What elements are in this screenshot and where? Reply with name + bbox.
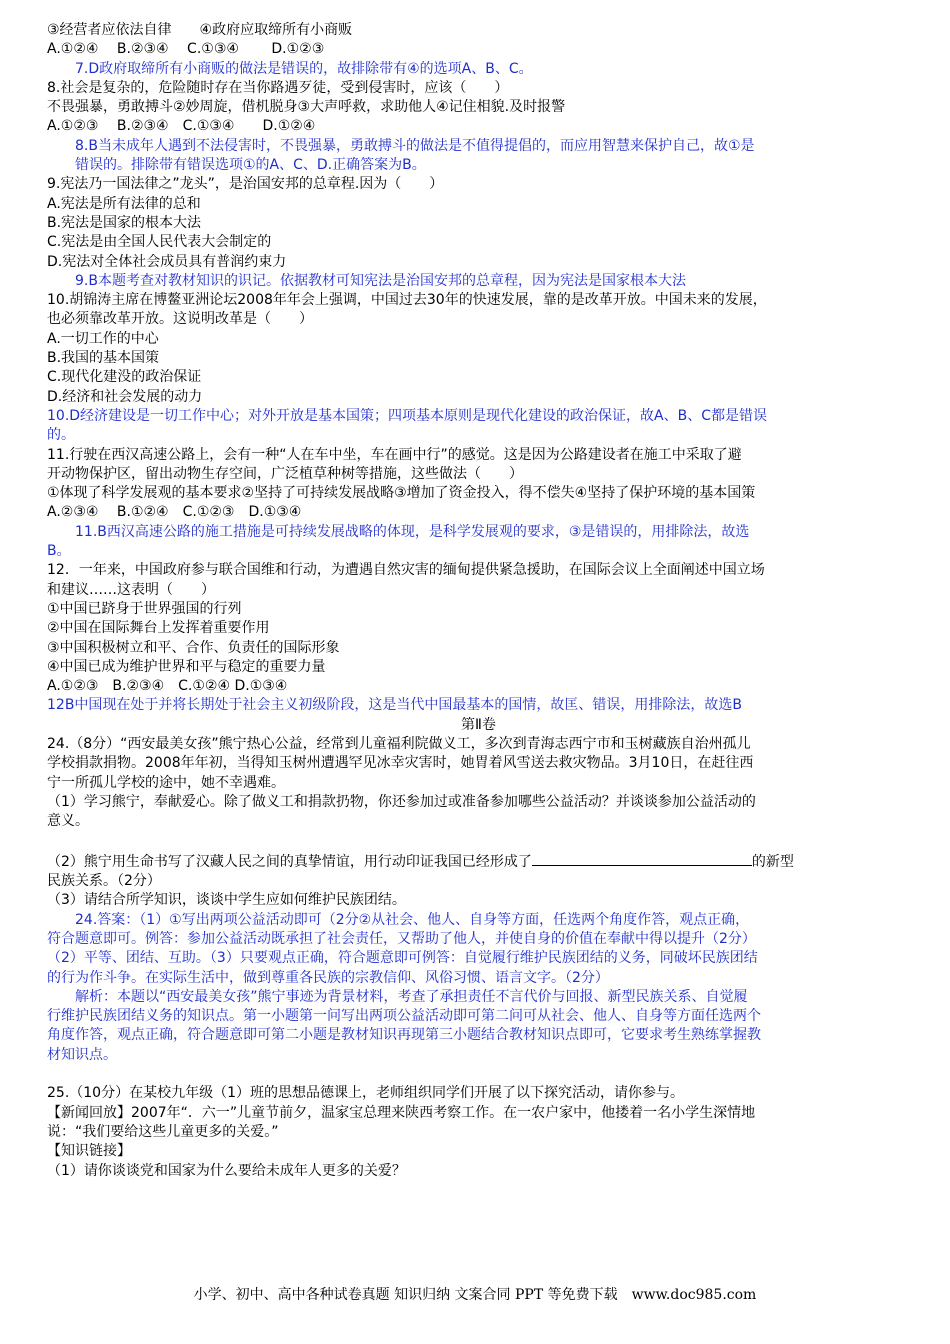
line-text: 不畏强暴，勇敢搏斗②妙周旋，借机脱身③大声呼救，求助他人④记住相貌.及时报警 <box>47 99 566 116</box>
document-body <box>47 21 910 1181</box>
line-text: ①中国已跻身于世界强国的行列 <box>47 600 242 617</box>
answer-line <box>47 523 910 542</box>
question-line <box>47 349 910 368</box>
line-text: 和建议……这表明（ ） <box>47 581 215 598</box>
answer-line <box>47 407 910 426</box>
question-line <box>47 310 910 329</box>
line-text: 10.D经济建设是一切工作中心；对外开放是基本国策；四项基本原则是现代化建设的政治保证，故A、B、C都是错误 <box>47 407 767 424</box>
answer-blank[interactable] <box>532 851 752 866</box>
answer-line <box>47 426 910 445</box>
page-footer: 小学、初中、高中各种试卷真题 知识归纳 文案合同 PPT 等免费下载 www.doc985.com <box>193 1287 757 1303</box>
line-text: 意义。 <box>47 813 89 830</box>
question-line <box>47 1104 910 1123</box>
line-text: C.现代化建没的政治保证 <box>47 369 202 386</box>
line-text: A.一切工作的中心 <box>47 330 159 347</box>
question-line <box>47 214 910 233</box>
line-text: 12．一年来，中国政府参与联合国维和行动，为遭遇自然灾害的缅甸提供紧急援助，在国际会议上全面阐述中国立场 <box>47 562 765 579</box>
line-text: 错误的。排除带有错误选项①的A、C、D.正确答案为B。 <box>75 157 426 174</box>
question-line <box>47 484 910 503</box>
line-text: 说：“我们要给这些儿童更多的关爱。” <box>47 1123 279 1140</box>
question-line <box>47 774 910 793</box>
line-text: A.②③④ B.①②④ C.①②③ D.①③④ <box>47 504 302 521</box>
line-text: 11.B西汉高速公路的施工措施是可持续发展战略的体现，是科学发展观的要求，③是错误的，用排除法，故选 <box>75 523 750 540</box>
question-line <box>47 600 910 619</box>
line-text: B.我国的基本国策 <box>47 350 160 367</box>
question-line <box>47 503 910 522</box>
answer-line <box>47 542 910 561</box>
line-text: 24.（8分）“西安最美女孩”熊宁热心公益，经常到儿童福利院做义工，多次到青海志西宁市和玉树藏族自治州孤儿 <box>47 735 751 752</box>
question-line <box>47 1084 910 1103</box>
question-line <box>47 658 910 677</box>
question-line <box>47 388 910 407</box>
line-text: 10.胡锦涛主席在博鳌亚洲论坛2008年年会上强调，中国过去30年的快速发展，靠的是改革开放。中国未来的发展， <box>47 292 767 309</box>
question-line <box>47 446 910 465</box>
answer-line <box>47 60 910 79</box>
line-text: 的。 <box>47 427 75 444</box>
line-text: 行维护民族团结义务的知识点。第一小题第一问写出两项公益活动即可第二问可从社会、他人、自身等方面任选两个 <box>47 1008 761 1025</box>
question-line <box>47 195 910 214</box>
line-text: A.①②③ B.②③④ C.①③④ D.①②④ <box>47 118 316 135</box>
question-line <box>47 233 910 252</box>
line-text: ③经营者应依法自律 ④政府应取缔所有小商贩 <box>47 22 353 38</box>
line-text: C.宪法是由全国人民代表大会制定的 <box>47 234 272 251</box>
line-text: 民族关系。（2分） <box>47 873 161 890</box>
line-text: 12B中国现在处于并将长期处于社会主义初级阶段，这是当代中国最基本的国情，故匡、错误，用排除法，故选B <box>47 697 743 714</box>
question-line <box>47 754 910 773</box>
answer-line <box>47 156 910 175</box>
question-line <box>47 851 910 872</box>
line-text: B。 <box>47 543 71 560</box>
line-text: A.宪法是所有法律的总和 <box>47 195 201 212</box>
question-line <box>47 581 910 600</box>
line-text: 宁一所孤儿学校的途中，她不幸遇难。 <box>47 774 285 791</box>
line-text: （3）请结合所学知识，谈谈中学生应如何维护民族团结。 <box>47 892 406 909</box>
question-line <box>47 793 910 812</box>
line-text: D.经济和社会发展的动力 <box>47 388 203 405</box>
line-text: ①体现了科学发展观的基本要求②坚持了可持续发展战略③增加了资金投入，得不偿失④坚持了保护环境的基本国策 <box>47 485 756 502</box>
question-line <box>47 812 910 831</box>
line-text: （2）熊宁用生命书写了汉藏人民之间的真挚情谊，用行动印证我国已经形成了 <box>47 853 532 870</box>
question-line <box>47 175 910 194</box>
question-line <box>47 21 910 40</box>
question-line <box>47 639 910 658</box>
answer-line <box>47 930 910 949</box>
line-text: ③中国积极树立和平、合作、负责任的国际形象 <box>47 639 340 656</box>
question-line <box>47 368 910 387</box>
question-line <box>47 253 910 272</box>
answer-line <box>47 969 910 988</box>
question-line <box>47 891 910 910</box>
line-text: 9.宪法乃一国法律之”龙头”，是治国安邦的总章程.因为（ ） <box>47 176 444 193</box>
line-text: 【新闻回放】2007年“．六一”儿童节前夕，温家宝总理来陕西考察工作。在一农户家中，他搂着一名小学生深情地 <box>47 1104 756 1121</box>
question-line <box>47 79 910 98</box>
question-line <box>47 1123 910 1142</box>
line-text: D.宪法对全体社会成员具有普润约束力 <box>47 253 287 270</box>
blank-line <box>47 831 910 850</box>
line-text: 9.B本题考查对教材知识的识记。依据教材可知宪法是治国安邦的总章程，因为宪法是国家根本大法 <box>75 272 686 289</box>
line-text: 11.行驶在西汉高速公路上，会有一种“人在车中坐，车在画中行”的感觉。这是因为公路建设者在施工中采取了避 <box>47 446 742 463</box>
line-text: 7.D政府取缔所有小商贩的做法是错误的，故排除带有④的选项A、B、C。 <box>75 60 533 77</box>
line-text: 学校捐款捐物。2008年年初，当得知玉树州遭遇罕见冰幸灾害时，她胃着风雪送去救灾物品。3月10日，在赶往西 <box>47 755 754 772</box>
line-text: ④中国已成为维护世界和平与稳定的重要力量 <box>47 658 326 675</box>
line-text: 8.社会是复杂的，危险随时存在当你路遇歹徒，受到侵害时，应该（ ） <box>47 79 509 96</box>
answer-line <box>47 988 910 1007</box>
question-line <box>47 291 910 310</box>
question-line <box>47 98 910 117</box>
line-text: （1）请你谈谈党和国家为什么要给未成年人更多的关爱？ <box>47 1162 406 1179</box>
line-text: 角度作答，观点正确，符合题意即可第二小题是教材知识再现第三小题结合教材知识点即可，它要求考生熟练掌握教 <box>47 1027 761 1044</box>
line-text: 【知识链接】 <box>47 1143 131 1160</box>
question-line <box>47 677 910 696</box>
answer-line <box>47 949 910 968</box>
line-text: 解析：本题以“西安最美女孩”熊宁事迹为背景材料，考查了承担责任不言代价与回报、新型民族关系、自觉履 <box>75 988 748 1005</box>
question-line <box>47 619 910 638</box>
line-text: 材知识点。 <box>47 1046 117 1063</box>
question-line <box>47 735 910 754</box>
line-text: B.宪法是国家的根本大法 <box>47 214 202 231</box>
question-line <box>47 465 910 484</box>
line-text: 符合题意即可。例答：参加公益活动既承担了社会责任，又帮助了他人，并使自身的价值在奉献中得以提升（2分） <box>47 930 756 947</box>
line-text: 的行为作斗争。在实际生活中，做到尊重各民族的宗教信仰、风俗习惯、语言文字。（2分） <box>47 969 609 986</box>
line-text: A.①②④ B.②③④ C.①③④ D.①②③ <box>47 41 325 58</box>
answer-line <box>47 1026 910 1045</box>
blank-line <box>47 1065 910 1084</box>
answer-line <box>47 696 910 715</box>
answer-line <box>47 1046 910 1065</box>
answer-line <box>47 1007 910 1026</box>
line-text: 开动物保护区，留出动物生存空间，广泛植草种树等措施，这些做法（ ） <box>47 465 523 482</box>
line-text: 24.答案：（1）①写出两项公益活动即可（2分②从社会、他人、自身等方面，任选两个角度作答，观点正确， <box>75 911 750 928</box>
answer-line <box>47 911 910 930</box>
question-line <box>47 1142 910 1161</box>
line-text: 也必须靠改革开放。这说明改革是（ ） <box>47 311 313 328</box>
answer-line <box>47 137 910 156</box>
question-line <box>47 872 910 891</box>
line-text: A.①②③ B.②③④ C.①②④ D.①③④ <box>47 678 288 695</box>
line-text: 25.（10分）在某校九年级（1）班的思想品德课上，老师组织同学们开展了以下探究活动，请你参与。 <box>47 1085 684 1102</box>
question-line <box>47 117 910 136</box>
question-line <box>47 1162 910 1181</box>
line-text: （1）学习熊宁，奉献爱心。除了做义工和捐款扔物，你还参加过或准备参加哪些公益活动？并谈谈参加公益活动的 <box>47 793 756 810</box>
line-text-tail: 的新型 <box>751 853 794 870</box>
question-line <box>47 561 910 580</box>
line-text: （2）平等、团结、互助。（3）只要观点正确，符合题意即可例答：自觉履行维护民族团结的义务，同破坏民族团结 <box>47 950 758 967</box>
line-text: 第Ⅱ卷 <box>461 716 496 733</box>
line-text: 8.B当未成年人遇到不法侵害时，不畏强暴，勇敢搏斗的做法是不值得提倡的，而应用智慧来保护自己，故①是 <box>75 137 755 154</box>
question-line <box>47 40 910 59</box>
line-text: ②中国在国际舞台上发挥着重要作用 <box>47 620 270 637</box>
question-line <box>47 330 910 349</box>
question-line <box>47 716 910 735</box>
answer-line <box>47 272 910 291</box>
